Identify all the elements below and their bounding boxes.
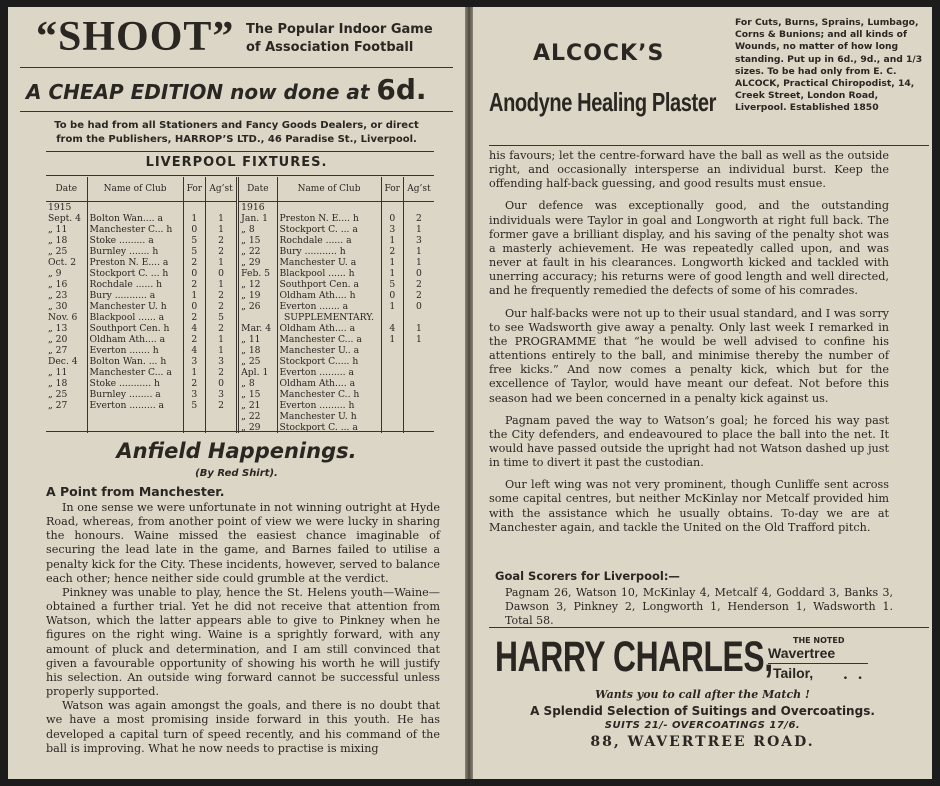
fixture-cell: 2 <box>183 312 205 323</box>
divider <box>46 151 434 152</box>
fixture-cell: „ 29 <box>238 257 277 268</box>
fixture-cell: 1 <box>381 235 403 246</box>
cheap-edition: A CHEAP EDITION now done at 6d. <box>26 73 427 106</box>
fixture-cell: Manchester C... a <box>87 367 183 378</box>
fixture-cell <box>403 356 434 367</box>
fixture-cell: Bolton Wan.... a <box>87 213 183 224</box>
fixture-row <box>46 400 434 411</box>
paragraph: Pinkney was unable to play, hence the St. Helens youth—Waine—obtained a further trial. Yet he did not receive that attention from Watson, which the latter appears able to give to Pinkney when he figures on the right wing. Waine is a sprightly forward, with any amount of pluck and determination, and I am still convinced that given a favourable opportunity of showing his worth he will justify his selection. An outside wing forward cannot be successful unless properly supported. <box>46 585 440 699</box>
divider <box>46 175 434 176</box>
divider <box>46 431 434 432</box>
fixture-cell: 1 <box>206 279 238 290</box>
fixture-cell: 1 <box>183 213 205 224</box>
fixture-cell <box>381 202 403 214</box>
fixture-cell: Bury ........... a <box>87 290 183 301</box>
fixture-row <box>46 378 434 389</box>
fixture-cell: Feb. 5 <box>238 268 277 279</box>
fixture-cell <box>403 378 434 389</box>
fixture-cell: Burnley ....... h <box>87 246 183 257</box>
fixture-cell: 2 <box>403 279 434 290</box>
harry-wants: Wants you to call after the Match ! <box>595 688 810 701</box>
fixture-cell: 0 <box>183 268 205 279</box>
fixture-cell: Blackpool ...... a <box>87 312 183 323</box>
fixture-cell <box>403 411 434 422</box>
fixture-cell: 3 <box>381 224 403 235</box>
fixture-cell: „ 23 <box>48 290 68 301</box>
fixture-cell: „ 27 <box>48 400 68 411</box>
fixture-cell: Everton ....... h <box>87 345 183 356</box>
fixture-cell: 2 <box>183 257 205 268</box>
alcock-title: ALCOCK’S <box>533 41 665 66</box>
fixture-cell: 1 <box>403 257 434 268</box>
fixture-cell <box>403 345 434 356</box>
fixture-cell: Preston N. E.... a <box>87 257 183 268</box>
fixtures-col-header: Ag’st <box>403 177 434 202</box>
fixture-row <box>46 345 434 356</box>
fixture-cell: Stockport C. ... a <box>277 224 381 235</box>
fixture-cell <box>206 411 238 422</box>
fixture-row <box>46 411 434 422</box>
fixture-cell: „ 13 <box>48 323 68 334</box>
fixture-cell: Stockport C. ... h <box>87 268 183 279</box>
harry-noted: THE NOTED <box>793 636 845 645</box>
fixture-cell: Oldham Ath.... h <box>277 290 381 301</box>
fixture-cell <box>183 202 205 214</box>
fixture-cell: Manchester C... a <box>277 334 381 345</box>
fixture-cell: Oct. 2 <box>48 257 77 268</box>
fixtures-header-row <box>46 177 434 202</box>
fixture-row <box>46 246 434 257</box>
fixture-cell: 2 <box>183 279 205 290</box>
divider <box>768 663 868 664</box>
harry-charles-name: HARRY CHARLES, <box>495 633 773 681</box>
fixture-cell: „ 22 <box>238 246 277 257</box>
fixture-cell: 3 <box>183 356 205 367</box>
fixture-cell: 0 <box>183 224 205 235</box>
fixture-cell <box>381 389 403 400</box>
fixture-cell: Everton ......... h <box>277 400 381 411</box>
fixtures-col-header: Date <box>46 177 87 202</box>
fixture-row <box>46 312 434 323</box>
fixture-cell: 0 <box>403 301 434 312</box>
alcock-description: For Cuts, Burns, Sprains, Lumbago, Corns & Bunions; and all kinds of Wounds, no matter of how long standing. Put up in 6d., 9d., and 1/3 sizes. To be had only from E. C. ALCOCK, Practical Chiropodist, 14, Creek Street, London Road, Liverpool. Established 1850 <box>735 17 923 114</box>
paragraph: Watson was again amongst the goals, and there is no doubt that we have a most promising inside forward in this youth. He has developed a capital turn of speed recently, and his command of the ball is improving. What he now needs to practise is mixing <box>46 699 440 755</box>
fixture-cell: Bolton Wan. ... h <box>87 356 183 367</box>
harry-address: 88, WAVERTREE ROAD. <box>590 734 815 750</box>
divider <box>20 67 453 68</box>
fixture-cell: Stoke ........... h <box>87 378 183 389</box>
fixture-cell: „ 18 <box>48 378 68 389</box>
fixture-cell: 1 <box>403 323 434 334</box>
fixture-cell: 5 <box>183 246 205 257</box>
fixture-cell: 1 <box>381 334 403 345</box>
fixture-cell: 3 <box>403 235 434 246</box>
fixture-cell: Bury ........... h <box>277 246 381 257</box>
fixture-cell: Oldham Ath.... a <box>277 323 381 334</box>
shoot-title: “SHOOT” <box>36 14 235 60</box>
fixture-cell: 0 <box>206 378 238 389</box>
fixture-cell: 5 <box>381 279 403 290</box>
fixture-cell <box>87 202 183 214</box>
fixture-row <box>46 202 434 214</box>
fixture-cell: „ 15 <box>238 235 277 246</box>
harry-splendid: A Splendid Selection of Suitings and Overcoatings. <box>530 704 875 718</box>
fixture-cell: Nov. 6 <box>48 312 78 323</box>
fixtures-col-header: Date <box>238 177 277 202</box>
fixture-cell <box>403 312 434 323</box>
fixture-cell: SUPPLEMENTARY. <box>277 312 381 323</box>
fixture-cell: 0 <box>403 268 434 279</box>
fixture-cell <box>381 356 403 367</box>
page-fold <box>465 7 473 779</box>
fixture-cell <box>238 312 277 323</box>
fixture-cell: Everton ......... a <box>87 400 183 411</box>
fixture-cell: 1915 <box>48 202 72 213</box>
paragraph: Pagnam paved the way to Watson’s goal; he forced his way past the City defenders, and endeavoured to place the ball into the net. It would have passed outside the upright had not Watson dashed up just in time to divert it past the custodian. <box>489 413 889 470</box>
fixture-cell: Manchester U. h <box>87 301 183 312</box>
fixture-cell: 5 <box>206 312 238 323</box>
fixtures-col-header: For <box>183 177 205 202</box>
fixture-cell: Oldham Ath.... a <box>87 334 183 345</box>
fixture-cell: Rochdale ...... h <box>87 279 183 290</box>
fixture-cell: 4 <box>183 345 205 356</box>
fixture-cell <box>403 202 434 214</box>
fixture-cell: „ 15 <box>238 389 277 400</box>
fixture-cell: „ 25 <box>238 356 277 367</box>
divider <box>489 145 929 146</box>
fixture-cell: 5 <box>183 400 205 411</box>
fixture-cell: „ 18 <box>48 235 68 246</box>
fixture-cell: „ 8 <box>238 224 277 235</box>
fixture-cell: Oldham Ath.... a <box>277 378 381 389</box>
fixture-cell: „ 11 <box>48 224 68 235</box>
fixture-row <box>46 268 434 279</box>
fixture-cell: 1 <box>381 268 403 279</box>
fixture-cell <box>381 367 403 378</box>
fixtures-col-header: For <box>381 177 403 202</box>
scorers-list: Pagnam 26, Watson 10, McKinlay 4, Metcalf 4, Goddard 3, Banks 3, Dawson 3, Pinkney 2, Longworth 1, Henderson 1, Wadsworth 1. Total 58. <box>505 586 893 627</box>
article-byline: (By Red Shirt). <box>195 468 278 479</box>
fixture-cell: „ 27 <box>48 345 68 356</box>
fixture-row <box>46 301 434 312</box>
fixture-cell: 0 <box>381 290 403 301</box>
section-heading: A Point from Manchester. <box>46 484 225 499</box>
fixture-cell <box>403 367 434 378</box>
fixture-cell: Rochdale ...... a <box>277 235 381 246</box>
fixture-cell: „ 11 <box>48 367 68 378</box>
paragraph: Our defence was exceptionally good, and the outstanding individuals were Taylor in goal and Longworth at right full back. The former gave a brilliant display, and his saving of the penalty shot was a masterly achievement. He was repeatedly called upon, and was never at fault in his clearances. Longworth kicked and tackled with unerring accuracy; his returns were of good length and well directed, and he frequently remedied the defects of some of his comrades. <box>489 199 889 298</box>
fixture-cell: 1 <box>183 367 205 378</box>
fixture-cell <box>277 202 381 214</box>
fixture-cell: 1 <box>381 301 403 312</box>
fixture-cell: 1 <box>206 213 238 224</box>
fixture-cell: Jan. 1 <box>238 213 277 224</box>
fixture-cell: 1 <box>381 257 403 268</box>
fixture-row <box>46 367 434 378</box>
divider <box>489 627 929 628</box>
fixture-cell <box>381 345 403 356</box>
fixture-cell: „ 30 <box>48 301 68 312</box>
fixture-cell: „ 8 <box>238 378 277 389</box>
fixture-cell: Everton ......... a <box>277 367 381 378</box>
scorers-heading: Goal Scorers for Liverpool:— <box>495 569 680 583</box>
harry-place: Wavertree <box>768 645 836 661</box>
fixture-cell: „ 19 <box>238 290 277 301</box>
fixture-cell: 1 <box>403 246 434 257</box>
fixture-cell: 1 <box>206 257 238 268</box>
fixture-cell: 3 <box>206 356 238 367</box>
fixture-row <box>46 389 434 400</box>
fixture-cell: 2 <box>403 290 434 301</box>
fixture-cell: Stockport C..... h <box>277 356 381 367</box>
fixture-cell: 3 <box>206 389 238 400</box>
fixture-row <box>46 334 434 345</box>
fixture-cell: 0 <box>183 301 205 312</box>
fixture-cell <box>46 411 87 422</box>
fixture-cell: Mar. 4 <box>238 323 277 334</box>
fixture-cell: 1 <box>206 224 238 235</box>
stationers-notice: To be had from all Stationers and Fancy Goods Dealers, or direct from the Publishers, HARROP’S LTD., 46 Paradise St., Liverpool. <box>54 120 419 145</box>
fixture-cell: 2 <box>206 235 238 246</box>
fixture-cell <box>381 312 403 323</box>
fixture-row <box>46 224 434 235</box>
fixture-cell: Manchester U. a <box>277 257 381 268</box>
fixture-cell: 2 <box>183 378 205 389</box>
fixture-cell <box>183 411 205 422</box>
article-column-right <box>489 149 889 535</box>
fixtures-title: LIVERPOOL FIXTURES. <box>145 155 328 170</box>
fixture-cell <box>381 400 403 411</box>
paragraph: his favours; let the centre-forward have the ball as well as the outside right, and occasionally intersperse an individual burst. Keep the offending half-back guessing, and good results must ensue. <box>489 149 889 191</box>
fixture-cell: 2 <box>206 301 238 312</box>
fixture-cell: 5 <box>183 235 205 246</box>
fixture-cell: „ 21 <box>238 400 277 411</box>
fixture-cell: Dec. 4 <box>48 356 78 367</box>
fixture-cell: 2 <box>403 213 434 224</box>
fixture-cell: „ 12 <box>238 279 277 290</box>
fixture-cell: „ 22 <box>238 411 277 422</box>
fixture-cell: Stoke ......... a <box>87 235 183 246</box>
fixture-cell: 1 <box>206 345 238 356</box>
fixture-cell: „ 9 <box>48 268 62 279</box>
fixture-cell <box>403 389 434 400</box>
fixture-cell: „ 20 <box>48 334 68 345</box>
paragraph: Our left wing was not very prominent, though Cunliffe sent across some capital centres, but neither McKinlay nor Metcalf provided him with the assistance which he usually obtains. To-day we are at Manchester again, and tackle the United on the Old Trafford pitch. <box>489 478 889 534</box>
fixture-cell <box>403 400 434 411</box>
fixture-cell: Apl. 1 <box>238 367 277 378</box>
paragraph: Our half-backs were not up to their usual standard, and I was sorry to see Wadsworth give away a penalty. Only last week I remarked in the PROGRAMME that “he would be well advised to confine his attentions entirely to the ball, and minimise thereby the number of free kicks.” And now comes a penalty kick, which but for the excellence of Taylor, would have meant our defeat. Not before this season had we been concerned in a penalty kick against us. <box>489 306 889 405</box>
fixture-cell <box>381 411 403 422</box>
fixture-row <box>46 323 434 334</box>
fixture-cell: Preston N. E.... h <box>277 213 381 224</box>
fixture-cell: „ 26 <box>238 301 277 312</box>
fixture-cell: „ 18 <box>238 345 277 356</box>
fixture-cell: 4 <box>183 323 205 334</box>
fixture-cell: Manchester U.. a <box>277 345 381 356</box>
fixture-cell: Everton ....... a <box>277 301 381 312</box>
harry-dots: . . <box>843 667 863 683</box>
fixture-cell: 2 <box>206 323 238 334</box>
fixtures-table <box>46 177 434 433</box>
fixture-cell: Burnley ........ a <box>87 389 183 400</box>
fixture-cell: Southport Cen. a <box>277 279 381 290</box>
fixture-cell: 2 <box>206 246 238 257</box>
fixture-cell: 2 <box>381 246 403 257</box>
fixture-cell: Manchester C... h <box>87 224 183 235</box>
fixture-cell: „ 25 <box>48 389 68 400</box>
fixtures-col-header: Name of Club <box>87 177 183 202</box>
shoot-subtitle: The Popular Indoor Game of Association Football <box>246 22 433 55</box>
fixture-cell: 2 <box>206 367 238 378</box>
right-page <box>473 7 932 779</box>
fixture-cell: 3 <box>183 389 205 400</box>
fixture-cell: 1 <box>206 334 238 345</box>
fixture-cell: 4 <box>381 323 403 334</box>
divider <box>20 111 453 112</box>
fixture-cell: „ 29 <box>238 422 277 433</box>
alcock-product: Anodyne Healing Plaster <box>489 87 717 117</box>
fixture-cell: 1 <box>183 290 205 301</box>
fixture-row <box>46 279 434 290</box>
left-page <box>8 7 465 779</box>
fixture-cell <box>87 411 183 422</box>
fixture-cell <box>206 202 238 214</box>
fixture-cell: Southport Cen. h <box>87 323 183 334</box>
fixture-row <box>46 235 434 246</box>
fixture-cell: Manchester C.. h <box>277 389 381 400</box>
fixture-cell: Stockport C. ... a <box>277 422 381 433</box>
fixture-cell: 0 <box>381 213 403 224</box>
fixture-cell: „ 16 <box>48 279 68 290</box>
fixture-cell: 2 <box>206 400 238 411</box>
fixture-cell: „ 25 <box>48 246 68 257</box>
harry-suits: SUITS 21/- OVERCOATINGS 17/6. <box>604 720 801 731</box>
fixture-cell: 2 <box>183 334 205 345</box>
fixtures-col-header: Ag’st <box>206 177 238 202</box>
fixture-cell: 1 <box>403 334 434 345</box>
fixture-cell: 1916 <box>238 202 277 214</box>
fixture-cell: 1 <box>403 224 434 235</box>
fixture-cell: Sept. 4 <box>48 213 81 224</box>
article-title: Anfield Happenings. <box>116 439 357 463</box>
fixture-cell: Blackpool ...... h <box>277 268 381 279</box>
article-column-left <box>46 501 440 756</box>
fixtures-col-header: Name of Club <box>277 177 381 202</box>
fixture-row <box>46 257 434 268</box>
fixture-cell: „ 11 <box>238 334 277 345</box>
harry-trade: Tailor, <box>773 665 814 681</box>
fixture-cell <box>381 378 403 389</box>
fixture-row <box>46 356 434 367</box>
fixture-cell: 0 <box>206 268 238 279</box>
fixture-row <box>46 290 434 301</box>
fixture-cell: 2 <box>206 290 238 301</box>
fixture-row <box>46 213 434 224</box>
paragraph: In one sense we were unfortunate in not winning outright at Hyde Road, whereas, from another point of view we were lucky in sharing the honours. Waine missed the easiest chance imaginable of securing the lead late in the game, and Barnes failed to utilise a penalty kick for the City. These incidents, however, served to balance each other; hence neither side could grumble at the verdict. <box>46 501 440 585</box>
fixture-cell: Manchester U. h <box>277 411 381 422</box>
